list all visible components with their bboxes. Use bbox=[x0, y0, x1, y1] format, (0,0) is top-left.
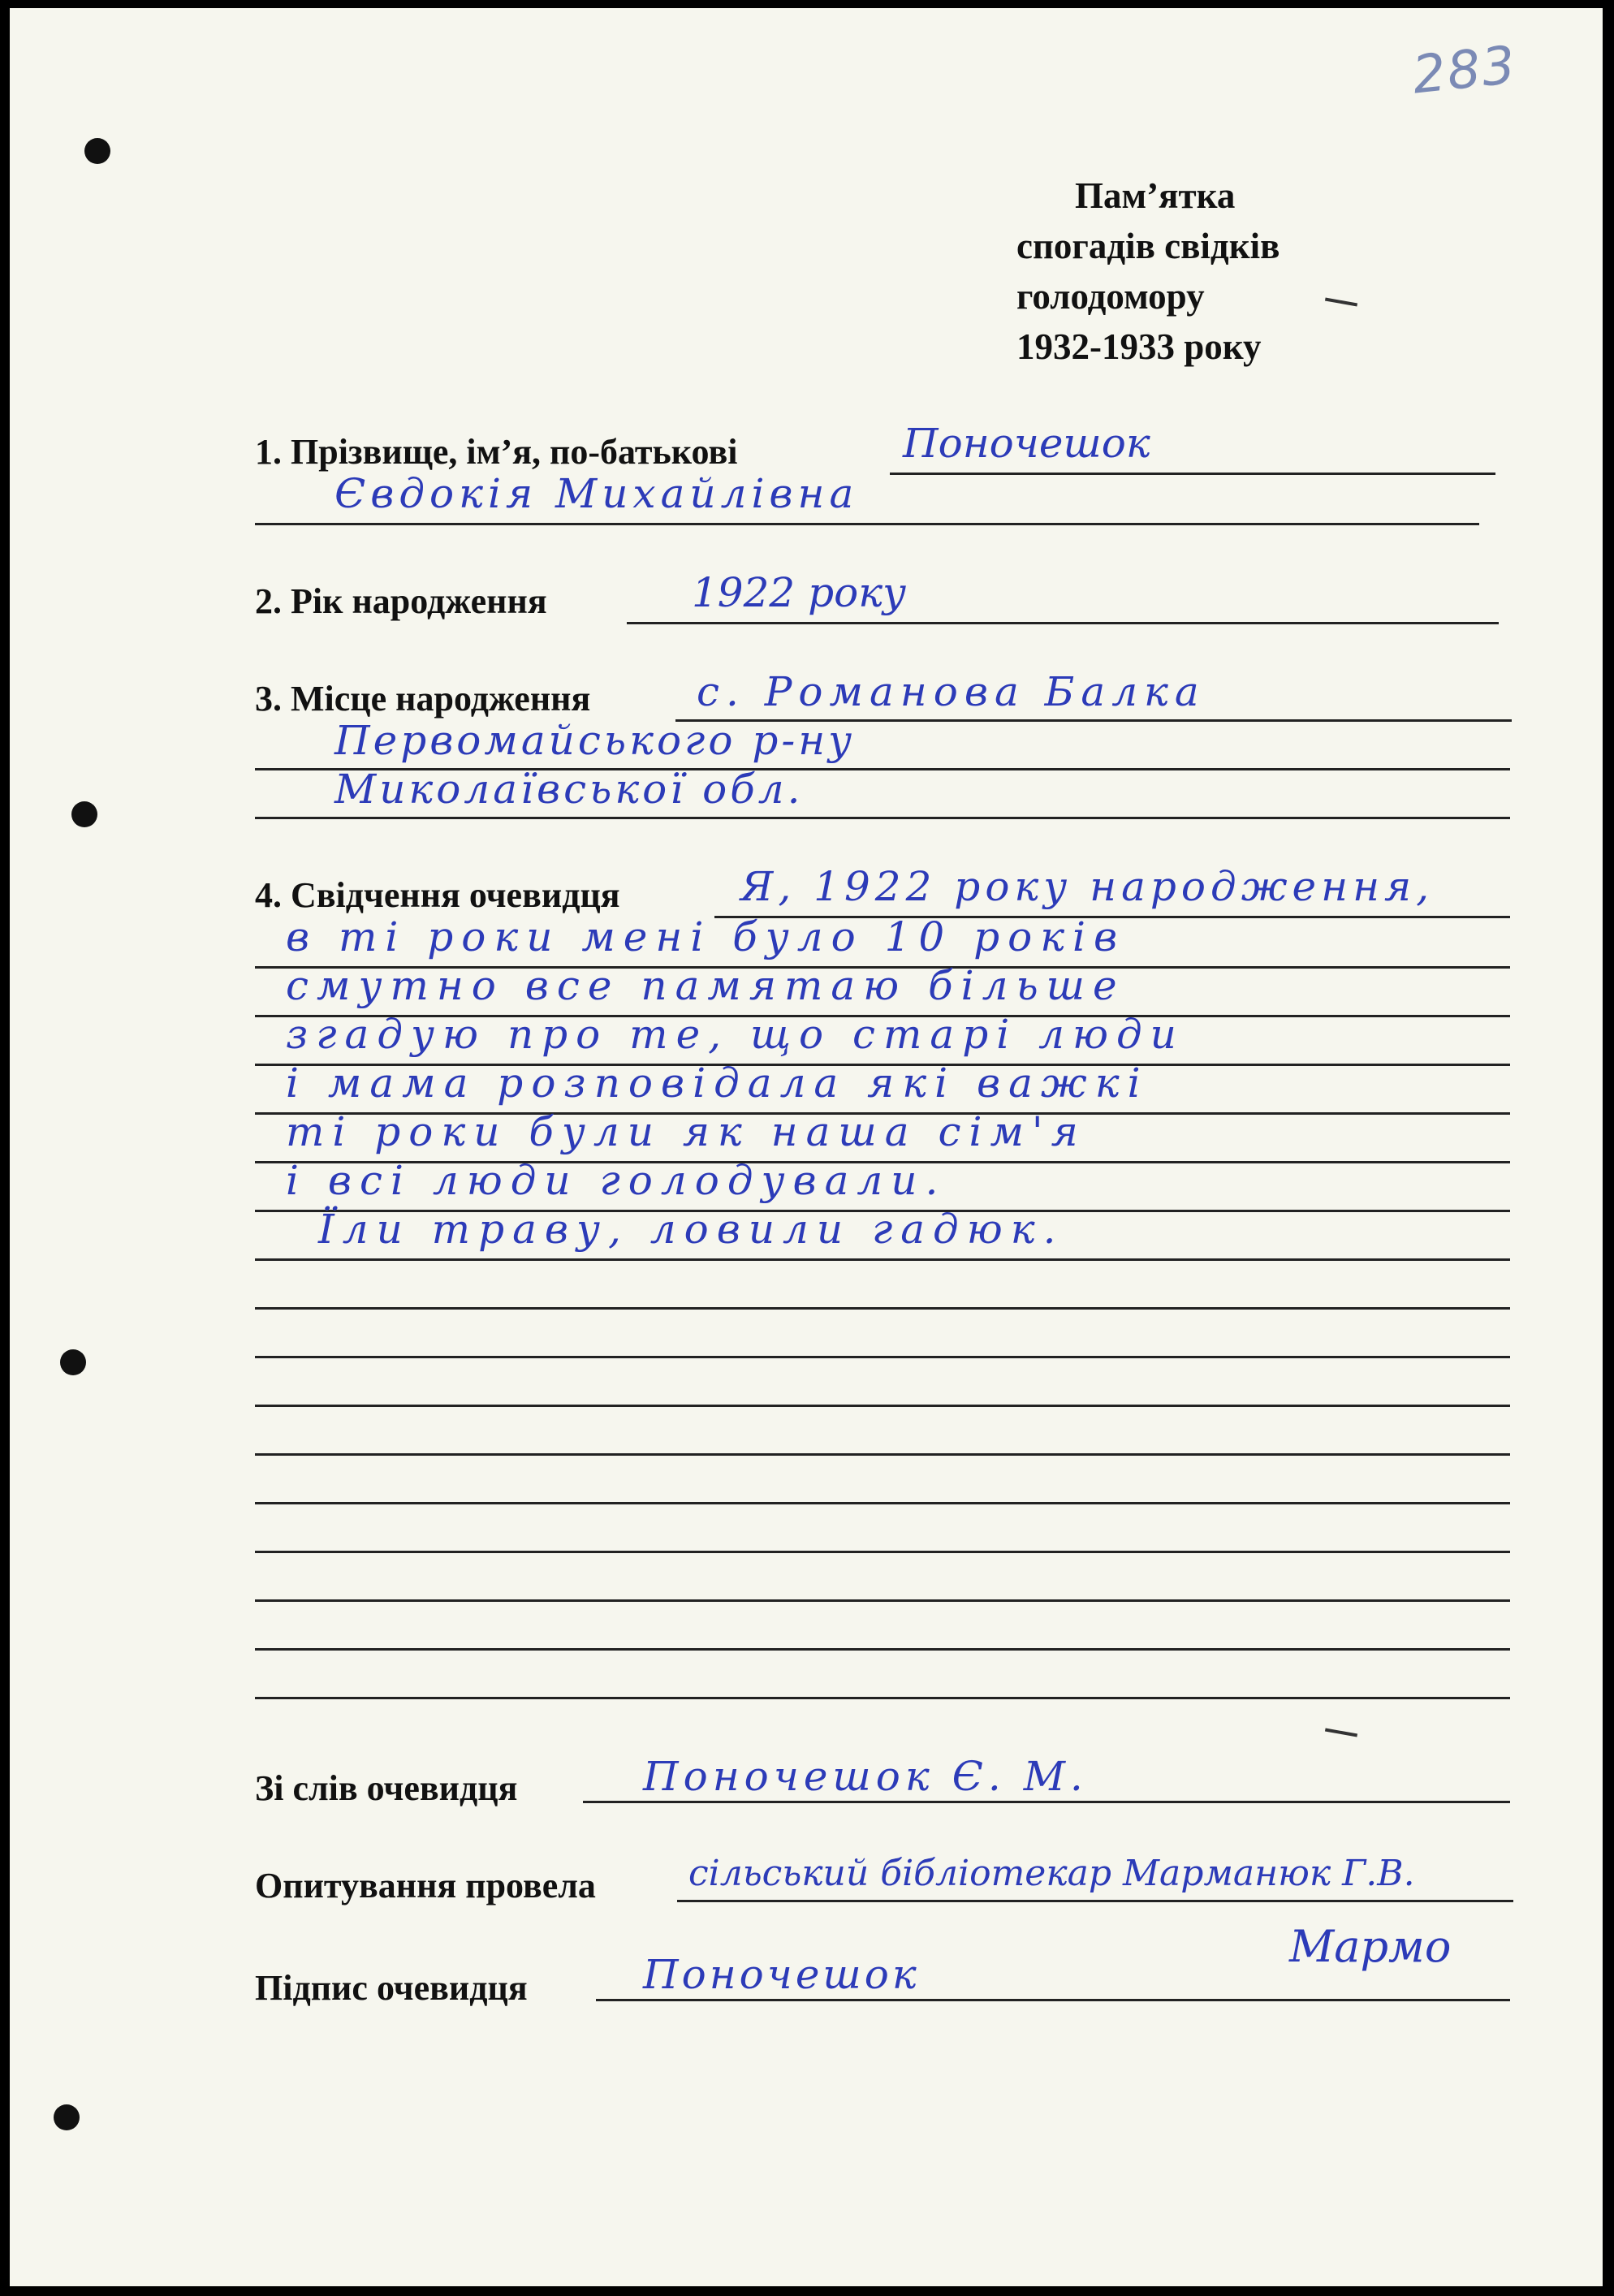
testimony-line: смутно все памятаю більше bbox=[286, 962, 1125, 1009]
testimony-line: і всі люди голодували. bbox=[286, 1157, 947, 1204]
form-line bbox=[596, 1999, 1510, 2001]
testimony-line: Їли траву, ловили гадюк. bbox=[318, 1206, 1064, 1253]
document-page bbox=[10, 8, 1603, 2286]
punch-hole bbox=[60, 1349, 86, 1375]
form-line bbox=[255, 1697, 1510, 1699]
form-line bbox=[255, 1356, 1510, 1358]
interviewer-signature: Мармо bbox=[1289, 1921, 1452, 1972]
pen-mark bbox=[1325, 1728, 1357, 1737]
name-value: Поночешок bbox=[903, 420, 1150, 467]
words-of-value: Поночешок Є. М. bbox=[643, 1753, 1088, 1800]
punch-hole bbox=[84, 138, 110, 164]
form-line bbox=[255, 1307, 1510, 1310]
testimony-line: в ті роки мені було 10 років bbox=[286, 913, 1126, 960]
testimony-line: ті роки були як наша сім'я bbox=[286, 1108, 1086, 1155]
form-line bbox=[627, 622, 1499, 624]
testimony-label: 4. Свідчення очевидця bbox=[255, 875, 620, 915]
testimony-line: Я, 1922 року народження, bbox=[740, 863, 1435, 910]
form-line bbox=[255, 817, 1510, 819]
form-line bbox=[583, 1801, 1510, 1803]
form-line bbox=[890, 473, 1495, 475]
document-title bbox=[1016, 170, 1341, 372]
birthplace-value-line3: Миколаївської обл. bbox=[334, 766, 804, 813]
form-line bbox=[677, 1900, 1513, 1902]
punch-hole bbox=[71, 801, 97, 827]
form-line bbox=[255, 1453, 1510, 1456]
interviewer-label: Опитування провела bbox=[255, 1866, 596, 1905]
name-value-continued: Євдокія Михайлівна bbox=[334, 470, 859, 517]
form-line bbox=[255, 1599, 1510, 1602]
form-line bbox=[255, 1258, 1510, 1261]
eyewitness-signature: Поночешок bbox=[643, 1951, 920, 1998]
signature-label: Підпис очевидця bbox=[255, 1968, 528, 2008]
birth-year-label: 2. Рік народження bbox=[255, 581, 547, 621]
birthplace-value-line2: Первомайського р-ну bbox=[334, 717, 856, 764]
words-of-label: Зі слів очевидця bbox=[255, 1768, 518, 1808]
form-line bbox=[255, 1551, 1510, 1553]
form-line bbox=[255, 1405, 1510, 1407]
birth-year-value: 1922 року bbox=[692, 569, 907, 616]
form-line bbox=[255, 1648, 1510, 1651]
birthplace-label: 3. Місце народження bbox=[255, 679, 591, 719]
title-line: голодомору bbox=[1016, 276, 1205, 317]
name-label: 1. Прізвище, ім’я, по-батькові bbox=[255, 432, 738, 472]
punch-hole bbox=[54, 2104, 80, 2130]
title-line: спогадів свідків bbox=[1016, 226, 1280, 266]
form-line bbox=[255, 523, 1479, 525]
page-number: 283 bbox=[1409, 35, 1520, 106]
testimony-line: і мама розповідала які важкі bbox=[286, 1060, 1149, 1107]
title-line: Пам’ятка bbox=[1075, 175, 1236, 216]
interviewer-value: сільський бібліотекар Марманюк Г.В. bbox=[688, 1853, 1415, 1894]
testimony-line: згадую про те, що старі люди bbox=[286, 1011, 1185, 1058]
title-line: 1932-1933 року bbox=[1016, 326, 1262, 367]
birthplace-value: с. Романова Балка bbox=[697, 668, 1206, 715]
form-line bbox=[255, 1502, 1510, 1504]
